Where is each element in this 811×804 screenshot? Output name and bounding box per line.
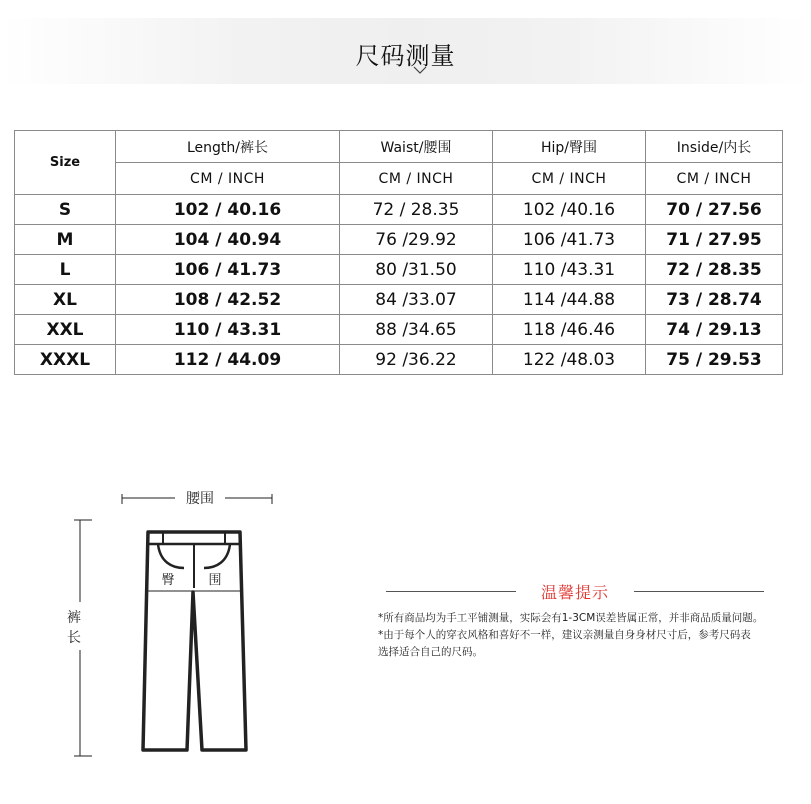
tips-notes bbox=[378, 610, 808, 661]
length-cell: 108 / 42.52 bbox=[116, 285, 340, 315]
hip-cell: 114 /44.88 bbox=[493, 285, 646, 315]
hip-column-header: Hip/臀围 bbox=[493, 131, 646, 163]
pants-icon bbox=[143, 532, 246, 750]
table-unit-row bbox=[15, 163, 783, 195]
waist-cell: 72 / 28.35 bbox=[340, 195, 493, 225]
table-row bbox=[15, 315, 783, 345]
size-column-header: Size bbox=[15, 131, 116, 195]
unit-label: CM / INCH bbox=[493, 163, 646, 195]
inside-cell: 72 / 28.35 bbox=[646, 255, 783, 285]
table-row bbox=[15, 345, 783, 375]
inside-cell: 71 / 27.95 bbox=[646, 225, 783, 255]
length-cell: 102 / 40.16 bbox=[116, 195, 340, 225]
table-row bbox=[15, 195, 783, 225]
unit-label: CM / INCH bbox=[116, 163, 340, 195]
length-label-top: 裤 bbox=[67, 610, 81, 626]
length-cell: 106 / 41.73 bbox=[116, 255, 340, 285]
waist-cell: 84 /33.07 bbox=[340, 285, 493, 315]
hip-label-right: 围 bbox=[208, 573, 222, 588]
hip-cell: 106 /41.73 bbox=[493, 225, 646, 255]
table-row bbox=[15, 225, 783, 255]
hip-cell: 118 /46.46 bbox=[493, 315, 646, 345]
waist-cell: 92 /36.22 bbox=[340, 345, 493, 375]
hip-cell: 102 /40.16 bbox=[493, 195, 646, 225]
length-cell: 104 / 40.94 bbox=[116, 225, 340, 255]
inside-cell: 75 / 29.53 bbox=[646, 345, 783, 375]
length-cell: 112 / 44.09 bbox=[116, 345, 340, 375]
table-header-row bbox=[15, 131, 783, 163]
size-chart-table bbox=[14, 130, 783, 375]
table-row bbox=[15, 255, 783, 285]
size-cell: XL bbox=[15, 285, 116, 315]
size-cell: XXXL bbox=[15, 345, 116, 375]
inside-column-header: Inside/内长 bbox=[646, 131, 783, 163]
unit-label: CM / INCH bbox=[646, 163, 783, 195]
unit-label: CM / INCH bbox=[340, 163, 493, 195]
tips-note: *所有商品均为手工平铺测量，实际会有1-3CM误差皆属正常，并非商品质量问题。 bbox=[378, 612, 764, 624]
size-cell: M bbox=[15, 225, 116, 255]
pants-measurement-diagram bbox=[60, 480, 290, 780]
waist-label: 腰围 bbox=[186, 491, 214, 507]
waist-cell: 76 /29.92 bbox=[340, 225, 493, 255]
chevron-down-icon bbox=[413, 66, 427, 74]
table-row bbox=[15, 285, 783, 315]
tips-note: 选择适合自己的尺码。 bbox=[378, 646, 483, 658]
hip-cell: 110 /43.31 bbox=[493, 255, 646, 285]
tips-header bbox=[386, 578, 764, 606]
waist-cell: 80 /31.50 bbox=[340, 255, 493, 285]
tips-note: *由于每个人的穿衣风格和喜好不一样，建议亲测量自身身材尺寸后，参考尺码表 bbox=[378, 629, 751, 641]
page-title: 尺码测量 bbox=[355, 42, 456, 70]
waist-column-header: Waist/腰围 bbox=[340, 131, 493, 163]
size-cell: S bbox=[15, 195, 116, 225]
hip-cell: 122 /48.03 bbox=[493, 345, 646, 375]
inside-cell: 70 / 27.56 bbox=[646, 195, 783, 225]
size-cell: L bbox=[15, 255, 116, 285]
inside-cell: 73 / 28.74 bbox=[646, 285, 783, 315]
length-label-bottom: 长 bbox=[67, 630, 81, 646]
inside-cell: 74 / 29.13 bbox=[646, 315, 783, 345]
length-column-header: Length/裤长 bbox=[116, 131, 340, 163]
size-cell: XXL bbox=[15, 315, 116, 345]
length-cell: 110 / 43.31 bbox=[116, 315, 340, 345]
hip-label-left: 臀 bbox=[161, 573, 175, 588]
tips-title: 温馨提示 bbox=[540, 583, 609, 602]
waist-cell: 88 /34.65 bbox=[340, 315, 493, 345]
